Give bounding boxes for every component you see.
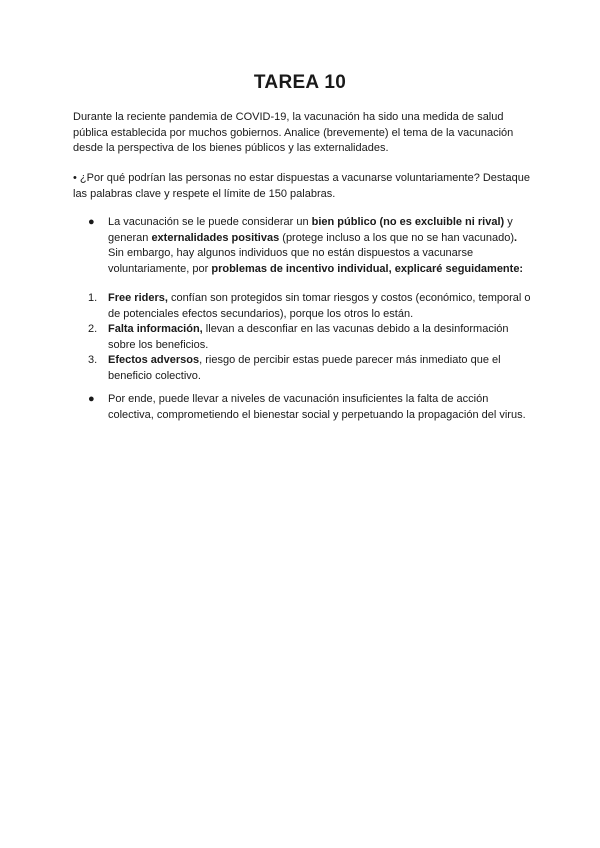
list-item [88, 322, 533, 353]
keyword-incentivo: problemas de incentivo individual, explicaré seguidamente: [211, 262, 524, 275]
bullet-period: . [514, 231, 518, 244]
question-paragraph: • ¿Por qué podrían las personas no estar dispuestas a vacunarse voluntariamente? Destaque las palabras clave y respete el límite de 150 palabras. [73, 172, 530, 200]
item-text: llevan a desconfiar en las vacunas debido a la desinformación sobre los beneficios. [108, 323, 509, 351]
page-title: TAREA 10 [253, 72, 347, 93]
bullet-marker: ● [88, 216, 95, 228]
bullet-text: y generan [108, 216, 513, 244]
bullet-list-1 [88, 215, 533, 277]
bullet-text: La vacunación se le puede considerar un [108, 216, 312, 228]
keyword-externalidades: externalidades positivas [151, 231, 280, 244]
bullet-text: (protege incluso a los que no se han vacunado) [279, 231, 515, 244]
numbered-list [88, 291, 533, 384]
keyword-efectos-adversos: Efectos adversos [108, 354, 200, 366]
bullet-text: Por ende, puede llevar a niveles de vacunación insuficientes la falta de acción colectiva, comprometiendo el bienestar social y perpetuando la propagación del virus. [108, 393, 526, 421]
keyword-bien-publico: bien público (no es excluible ni rival) [311, 216, 505, 228]
list-number: 1. [88, 292, 98, 304]
list-item [88, 392, 533, 423]
list-item [88, 353, 533, 384]
item-text: confían son protegidos sin tomar riesgos y costos (económico, temporal o de potenciales efectos secundarios), porque los otros lo están. [108, 292, 531, 320]
bullet-text: Sin embargo, hay algunos individuos que no están dispuestos a vacunarse voluntariamente, por [108, 247, 474, 275]
intro-paragraph: Durante la reciente pandemia de COVID-19, la vacunación ha sido una medida de salud pública establecida por muchos gobiernos. Analice (brevemente) el tema de la vacunación desde la perspectiva de los bienes públicos y las externalidades. [73, 111, 514, 154]
bullet-marker: ● [88, 393, 95, 405]
keyword-falta-informacion: Falta información, [108, 323, 203, 335]
bullet-list-2 [88, 392, 533, 423]
item-text: , riesgo de percibir estas puede parecer más inmediato que el beneficio colectivo. [108, 354, 501, 382]
list-item [88, 291, 533, 322]
list-number: 2. [88, 323, 98, 335]
keyword-free-riders: Free riders, [108, 292, 168, 304]
list-item [88, 215, 533, 277]
list-number: 3. [88, 354, 98, 366]
